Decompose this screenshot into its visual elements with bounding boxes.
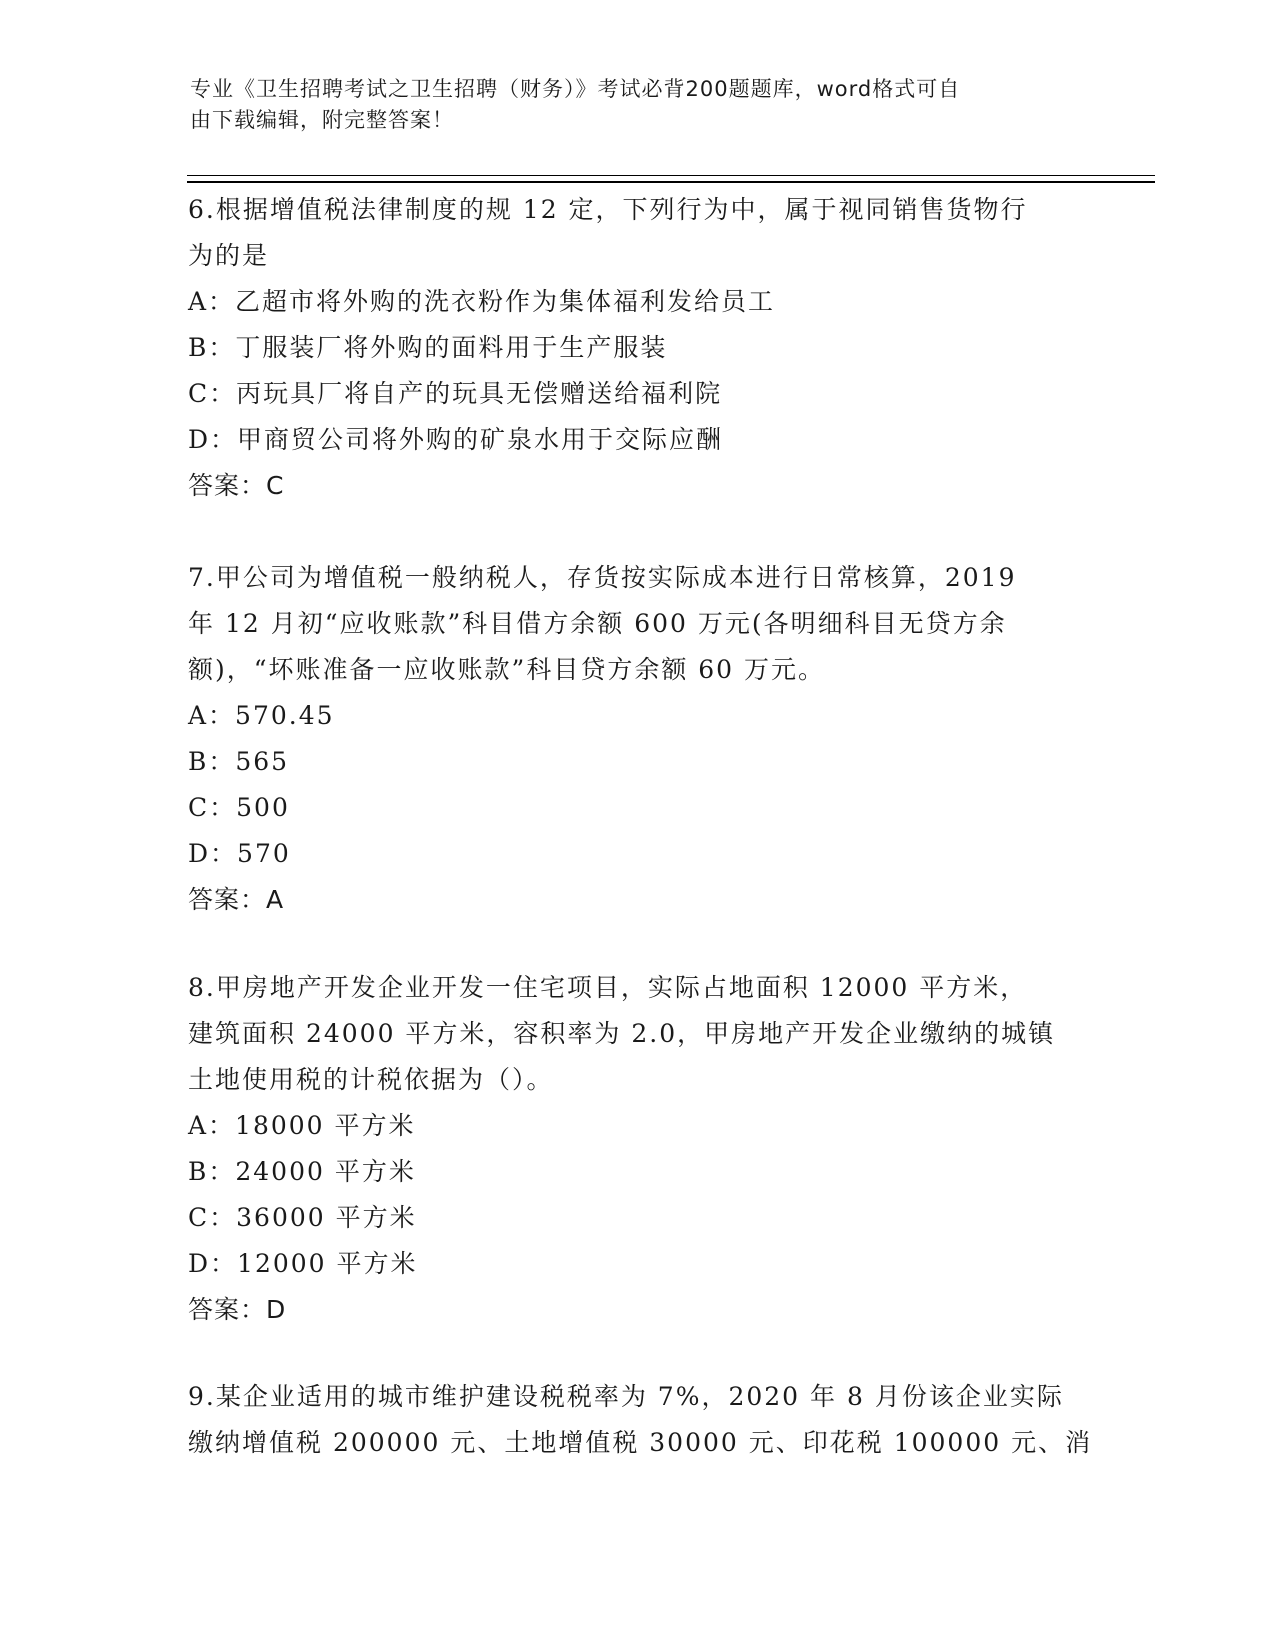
option-b: B：24000 平方米 bbox=[188, 1157, 416, 1186]
question-9 bbox=[188, 1374, 1093, 1466]
question-6 bbox=[188, 187, 1088, 509]
option-c: C：丙玩具厂将自产的玩具无偿赠送给福利院 bbox=[188, 379, 723, 408]
option-d: D：12000 平方米 bbox=[188, 1249, 418, 1278]
option-d: D：甲商贸公司将外购的矿泉水用于交际应酬 bbox=[188, 425, 724, 454]
option-a: A：乙超市将外购的洗衣粉作为集体福利发给员工 bbox=[188, 287, 776, 316]
option-a: A：18000 平方米 bbox=[188, 1111, 416, 1140]
question-text-line: 7.甲公司为增值税一般纳税人，存货按实际成本进行日常核算，2019 bbox=[188, 563, 1017, 592]
option-a: A：570.45 bbox=[188, 701, 335, 730]
option-c: C：500 bbox=[188, 793, 290, 822]
header-divider-thick bbox=[187, 181, 1155, 183]
question-8 bbox=[188, 965, 1088, 1333]
question-text-line: 6.根据增值税法律制度的规 12 定，下列行为中，属于视同销售货物行 bbox=[188, 195, 1028, 224]
question-text-line: 9.某企业适用的城市维护建设税税率为 7%，2020 年 8 月份该企业实际 bbox=[188, 1382, 1064, 1411]
question-text-line: 年 12 月初“应收账款”科目借方余额 600 万元(各明细科目无贷方余 bbox=[188, 609, 1007, 638]
header-line-2: 由下载编辑，附完整答案！ bbox=[190, 108, 454, 132]
answer: 答案：C bbox=[188, 471, 285, 500]
option-c: C：36000 平方米 bbox=[188, 1203, 417, 1232]
question-text-line: 8.甲房地产开发企业开发一住宅项目，实际占地面积 12000 平方米， bbox=[188, 973, 1028, 1002]
option-b: B：丁服装厂将外购的面料用于生产服装 bbox=[188, 333, 668, 362]
question-text-line: 额)，“坏账准备一应收账款”科目贷方余额 60 万元。 bbox=[188, 655, 826, 684]
question-text-line: 土地使用税的计税依据为（）。 bbox=[188, 1065, 554, 1094]
document-header bbox=[190, 74, 1070, 136]
question-text-line: 建筑面积 24000 平方米，容积率为 2.0，甲房地产开发企业缴纳的城镇 bbox=[188, 1019, 1056, 1048]
option-d: D：570 bbox=[188, 839, 291, 868]
answer: 答案：D bbox=[188, 1295, 287, 1324]
header-divider-thin bbox=[187, 175, 1155, 176]
option-b: B：565 bbox=[188, 747, 290, 776]
question-text-line: 缴纳增值税 200000 元、土地增值税 30000 元、印花税 100000 元、消 bbox=[188, 1428, 1093, 1457]
question-7 bbox=[188, 555, 1088, 923]
question-text-line: 为的是 bbox=[188, 241, 270, 270]
answer: 答案：A bbox=[188, 885, 285, 914]
header-line-1: 专业《卫生招聘考试之卫生招聘（财务）》考试必背200题题库，word格式可自 bbox=[190, 77, 961, 101]
